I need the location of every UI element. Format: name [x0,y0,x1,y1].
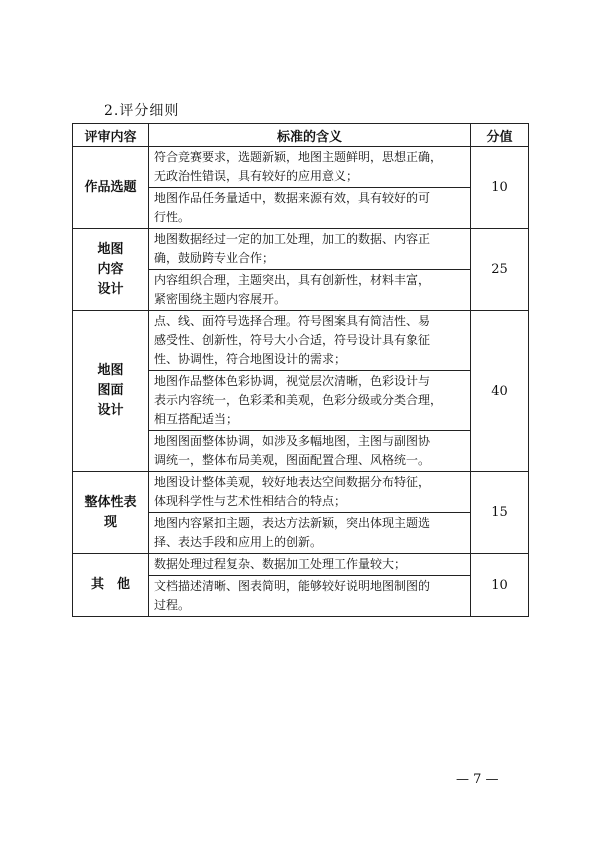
criterion-text: 地图作品整体色彩协调，视觉层次清晰，色彩设计与 [154,374,431,388]
criterion-text: 确，鼓励跨专业合作； [154,251,275,265]
criterion-text: 紧密围绕主题内容展开。 [154,292,287,306]
criterion-cell [149,229,471,270]
criterion-text: 感受性、创新性，符号大小合适，符号设计具有象征 [154,333,431,347]
score-cell: 10 [471,554,529,617]
category-label: 整体性表 [84,494,137,510]
criterion-cell [149,188,471,229]
table-row [73,311,529,371]
table-body [73,147,529,617]
criterion-text: 性、协调性，符合地图设计的需求； [154,352,347,366]
table-row [73,229,529,270]
score-cell: 40 [471,311,529,472]
criterion-text: 地图图面整体协调，如涉及多幅地图，主图与副图协 [154,434,431,448]
category-label: 地图 [97,363,124,378]
category-cell [73,229,149,311]
table-row [73,472,529,513]
criterion-cell [149,576,471,617]
criterion-cell [149,311,471,371]
criterion-cell [149,147,471,188]
criterion-text: 点、线、面符号选择合理。符号图案具有简洁性、易 [154,314,431,328]
criterion-text: 符合竞赛要求，选题新颖，地图主题鲜明，思想正确， [154,150,443,164]
criterion-text: 地图作品任务量适中，数据来源有效，具有较好的可 [154,191,431,205]
header-category: 评审内容 [73,124,149,147]
criterion-text: 文档描述清晰、图表简明，能够较好说明地图制图的 [154,579,431,593]
category-cell [73,147,149,229]
table-header-row [73,124,529,147]
criterion-text: 行性。 [154,210,191,224]
category-label: 其 他 [90,577,130,592]
category-cell [73,472,149,554]
criterion-text: 地图内容紧扣主题，表达方法新颖，突出体现主题选 [154,516,431,530]
criterion-cell [149,554,471,576]
category-label: 设计 [97,403,124,418]
category-label: 内容 [97,261,124,277]
score-cell: 25 [471,229,529,311]
score-cell: 10 [471,147,529,229]
page-number: — 7 — [456,772,499,787]
score-cell: 15 [471,472,529,554]
criterion-text: 表示内容统一，色彩柔和美观，色彩分级或分类合理， [154,393,443,407]
category-cell [73,311,149,472]
scoring-table [72,123,529,617]
criterion-cell [149,270,471,311]
category-label: 设计 [97,281,124,297]
table-row [73,554,529,576]
criterion-cell [149,472,471,513]
category-label: 作品选题 [84,179,137,195]
criterion-text: 地图数据经过一定的加工处理，加工的数据、内容正 [154,232,431,246]
criterion-text: 地图设计整体美观，较好地表达空间数据分布特征， [154,475,431,489]
category-label: 现 [103,514,117,530]
header-standard: 标准的含义 [149,124,471,147]
category-label: 图面 [97,383,124,398]
criterion-text: 数据处理过程复杂、数据加工处理工作量较大； [154,557,407,571]
header-score: 分值 [471,124,529,147]
criterion-cell [149,513,471,554]
criterion-text: 体现科学性与艺术性相结合的特点； [154,494,347,508]
criterion-text: 择、表达手段和应用上的创新。 [154,535,323,549]
criterion-text: 调统一，整体布局美观，图面配置合理、风格统一。 [154,453,431,467]
category-label: 地图 [97,241,124,257]
criterion-cell [149,431,471,472]
section-title: 2.评分细则 [104,103,180,119]
category-cell [73,554,149,617]
table-row [73,147,529,188]
criterion-cell [149,371,471,431]
criterion-text: 内容组织合理，主题突出，具有创新性，材料丰富， [154,273,431,287]
criterion-text: 过程。 [154,598,191,612]
criterion-text: 无政治性错误，具有较好的应用意义； [154,169,359,183]
criterion-text: 相互搭配适当； [154,412,239,426]
